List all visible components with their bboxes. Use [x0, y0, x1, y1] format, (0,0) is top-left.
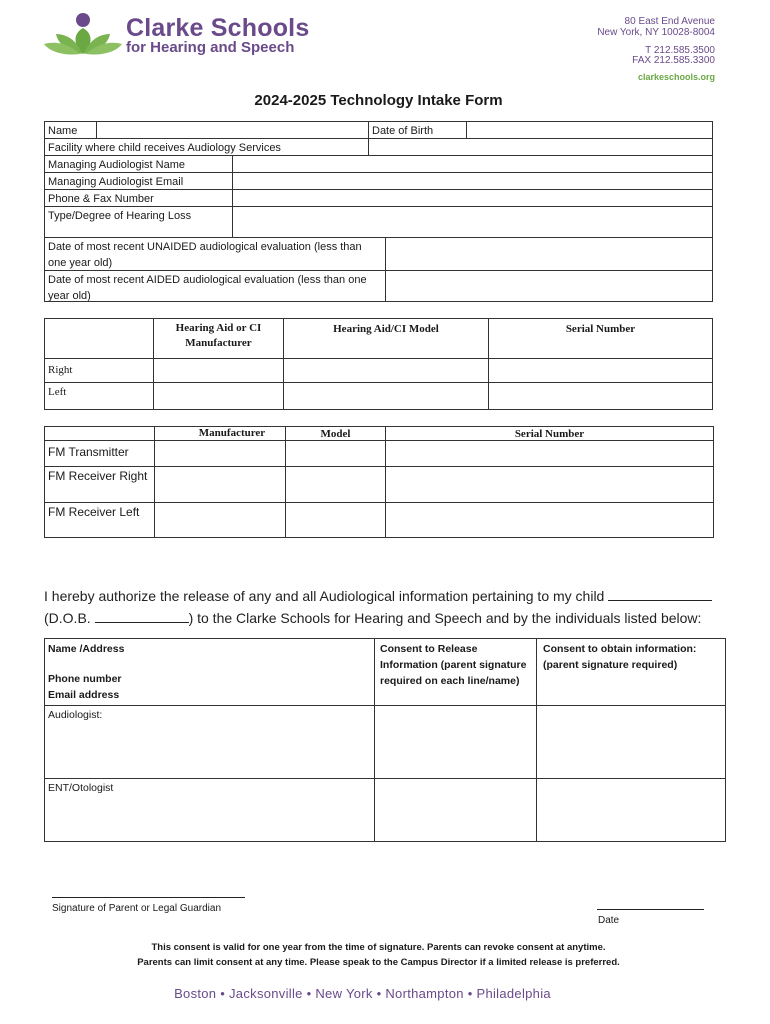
aided-eval-field[interactable] [385, 270, 713, 302]
address-line-1: 80 East End Avenue [624, 16, 715, 27]
left-serial-field[interactable] [488, 382, 713, 410]
brand-name: Clarke Schools [126, 14, 310, 42]
aided-eval-label: Date of most recent AIDED audiological evaluation (less than one year old) [44, 270, 386, 302]
device-header-manufacturer: Hearing Aid or CI Manufacturer [153, 318, 284, 359]
footer-locations: Boston • Jacksonville • New York • Northampton • Philadelphia [174, 986, 551, 1001]
consent-note-1: This consent is valid for one year from the time of signature. Parents can revoke consent at anytime. [151, 942, 606, 953]
phone-fax-field[interactable] [232, 189, 713, 207]
date-signature-line[interactable] [597, 909, 704, 910]
fm-receiver-right-manufacturer-field[interactable] [154, 466, 286, 503]
dob-prefix-text: (D.O.B. [44, 610, 91, 626]
authorization-line-1 [44, 588, 712, 604]
dob-label: Date of Birth [368, 121, 467, 139]
fm-header-blank [44, 426, 155, 441]
left-model-field[interactable] [283, 382, 489, 410]
email-address-heading: Email address [48, 689, 120, 701]
authorization-line-2 [44, 610, 701, 626]
fm-receiver-right-model-field[interactable] [285, 466, 386, 503]
address-line-2: New York, NY 10028-8004 [597, 27, 715, 38]
device-header-model: Hearing Aid/CI Model [283, 318, 489, 359]
fm-transmitter-label: FM Transmitter [44, 440, 155, 467]
right-serial-field[interactable] [488, 358, 713, 383]
phone-number-heading: Phone number [48, 673, 122, 685]
ent-release-signature[interactable] [374, 778, 537, 842]
fm-receiver-left-manufacturer-field[interactable] [154, 502, 286, 538]
audiologist-email-label: Managing Audiologist Email [44, 172, 233, 190]
audiologist-email-field[interactable] [232, 172, 713, 190]
child-name-blank[interactable] [608, 589, 712, 601]
fm-transmitter-serial-field[interactable] [385, 440, 714, 467]
unaided-eval-field[interactable] [385, 237, 713, 271]
clarke-logo-icon [44, 12, 122, 56]
authorization-text-1: I hereby authorize the release of any and all Audiological information pertaining to my child [44, 588, 605, 604]
website-link[interactable]: clarkeschools.org [637, 72, 715, 82]
consent-note-2: Parents can limit consent at any time. Please speak to the Campus Director if a limited release is preferred. [137, 957, 620, 968]
device-row-right-label: Right [44, 358, 154, 383]
consent-header-obtain: Consent to obtain information: (parent signature required) [536, 638, 726, 706]
fm-transmitter-manufacturer-field[interactable] [154, 440, 286, 467]
fm-header-serial: Serial Number [385, 426, 714, 441]
name-label: Name [44, 121, 97, 139]
fm-receiver-left-model-field[interactable] [285, 502, 386, 538]
consent-header-name [44, 638, 375, 706]
fm-header-manufacturer: Manufacturer [154, 426, 286, 441]
phone-number: T 212.585.3500 [645, 45, 715, 56]
audiologist-name-label: Managing Audiologist Name [44, 155, 233, 173]
fax-number: FAX 212.585.3300 [632, 55, 715, 66]
phone-fax-label: Phone & Fax Number [44, 189, 233, 207]
fm-header-model: Model [285, 426, 386, 441]
fm-receiver-right-serial-field[interactable] [385, 466, 714, 503]
fm-receiver-left-serial-field[interactable] [385, 502, 714, 538]
dob-field[interactable] [466, 121, 713, 139]
facility-field[interactable] [368, 138, 713, 156]
consent-header-release: Consent to Release Information (parent signature required on each line/name) [374, 638, 537, 706]
fm-receiver-left-label: FM Receiver Left [44, 502, 155, 538]
name-address-heading: Name /Address [48, 643, 125, 655]
fm-receiver-right-label: FM Receiver Right [44, 466, 155, 503]
audiologist-obtain-signature[interactable] [536, 705, 726, 779]
right-model-field[interactable] [283, 358, 489, 383]
fm-transmitter-model-field[interactable] [285, 440, 386, 467]
ent-obtain-signature[interactable] [536, 778, 726, 842]
device-header-serial: Serial Number [488, 318, 713, 359]
consent-row-audiologist-label[interactable]: Audiologist: [44, 705, 375, 779]
brand-subtitle: for Hearing and Speech [126, 39, 295, 56]
hearing-loss-label: Type/Degree of Hearing Loss [44, 206, 233, 238]
header-spacer [48, 657, 371, 671]
audiologist-release-signature[interactable] [374, 705, 537, 779]
unaided-eval-label: Date of most recent UNAIDED audiological evaluation (less than one year old) [44, 237, 386, 271]
name-field[interactable] [96, 121, 369, 139]
right-manufacturer-field[interactable] [153, 358, 284, 383]
guardian-signature-label: Signature of Parent or Legal Guardian [52, 903, 221, 914]
date-signature-label: Date [598, 915, 620, 926]
consent-row-ent-label[interactable]: ENT/Otologist [44, 778, 375, 842]
hearing-loss-field[interactable] [232, 206, 713, 238]
device-row-left-label: Left [44, 382, 154, 410]
left-manufacturer-field[interactable] [153, 382, 284, 410]
facility-label: Facility where child receives Audiology Services [44, 138, 369, 156]
device-header-blank [44, 318, 154, 359]
guardian-signature-line[interactable] [52, 897, 245, 898]
authorization-text-2: ) to the Clarke Schools for Hearing and Speech and by the individuals listed below: [188, 610, 702, 626]
child-dob-blank[interactable] [95, 611, 189, 623]
form-title: 2024-2025 Technology Intake Form [254, 92, 503, 109]
audiologist-name-field[interactable] [232, 155, 713, 173]
